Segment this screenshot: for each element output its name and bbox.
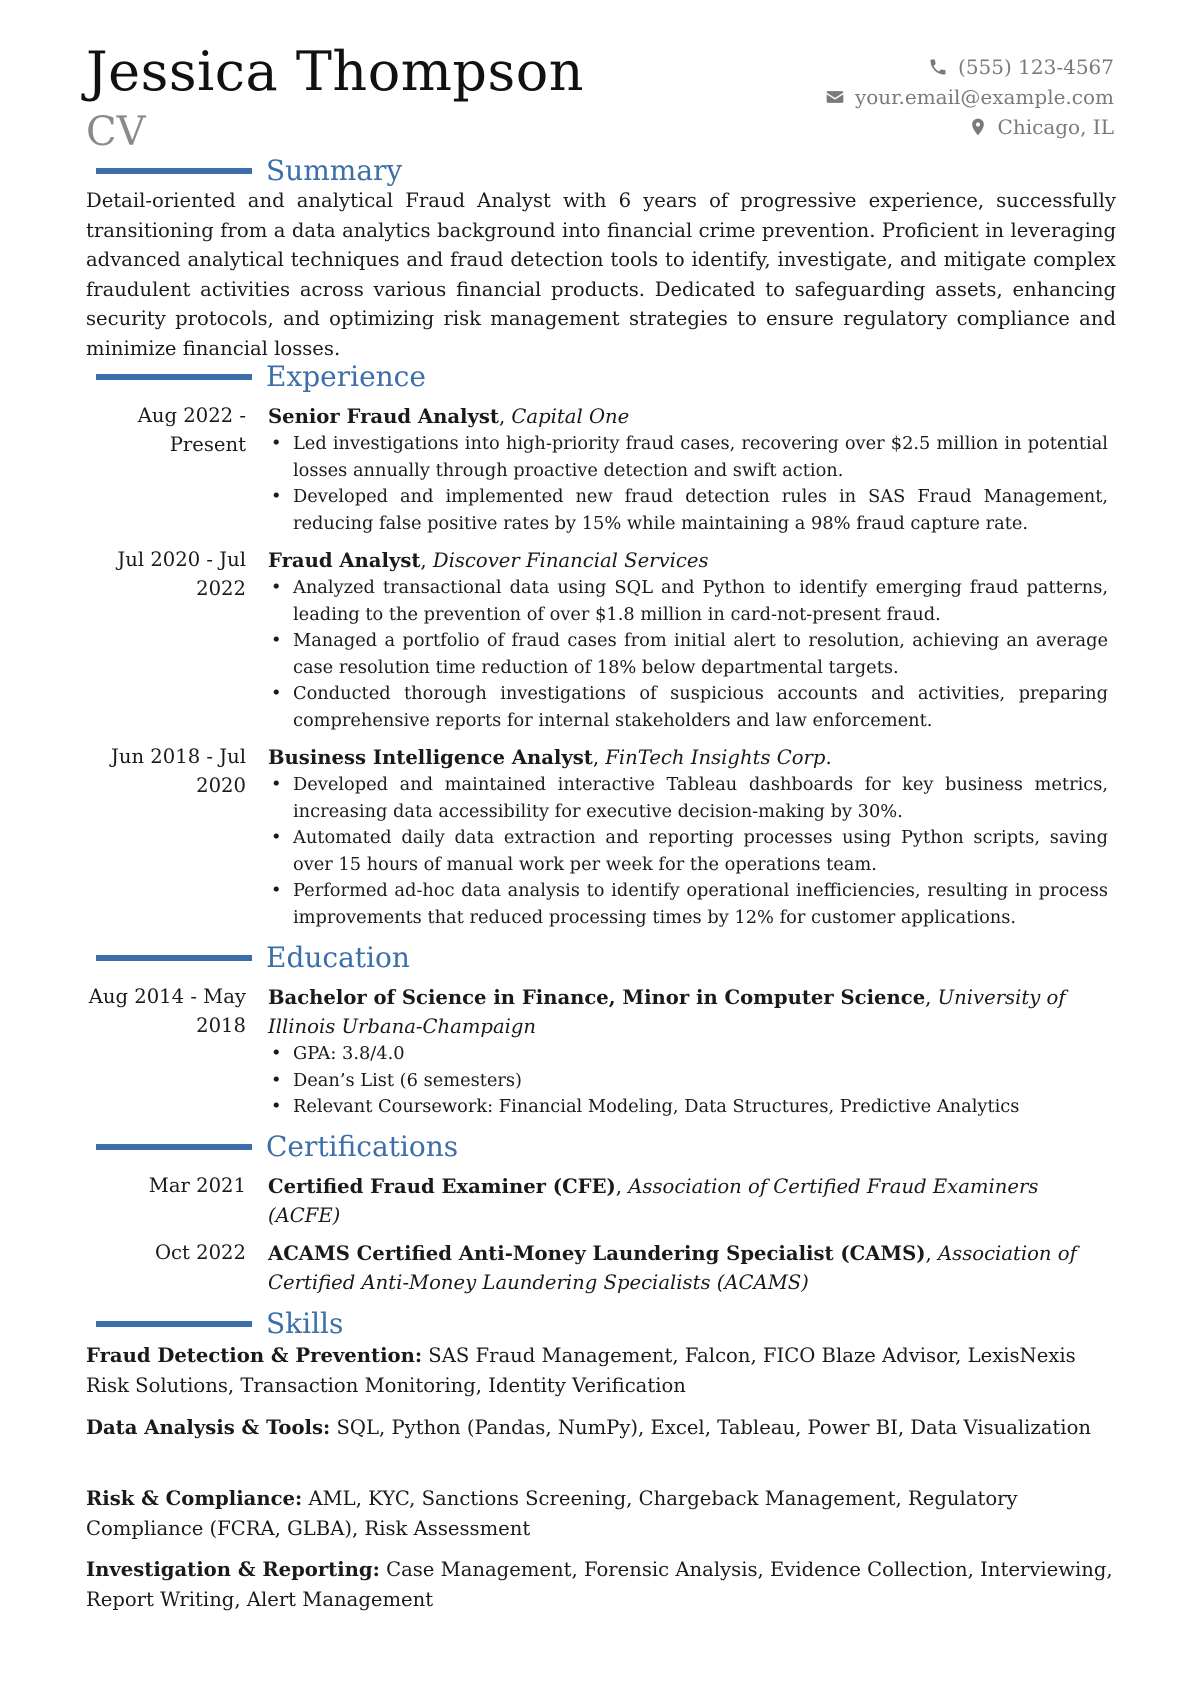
job-title: Business Intelligence Analyst [268,746,593,769]
location-text: Chicago, IL [997,115,1114,139]
skill-values: Case Management, Forensic Analysis, Evidence Collection, Interviewing, Report Writing, Alert Management [86,1558,1113,1611]
institution: University of Illinois Urbana-Champaign [268,986,1066,1038]
section-rule [96,374,252,380]
entry-date: Aug 2014 - May 2018 [88,985,246,1037]
bullet-item: • Relevant Coursework: Financial Modeling, Data Structures, Predictive Analytics [268,1094,1108,1121]
section-rule [96,955,252,961]
bullet-item: • Managed a portfolio of fraud cases from initial alert to resolution, achieving an average case resolution time reduction of 18% below departmental targets. [268,628,1108,681]
bullet-item: • Analyzed transactional data using SQL and Python to identify emerging fraud patterns, leading to the prevention of over $1.8 million in card-not-present fraud. [268,575,1108,628]
contact-phone [825,52,1114,82]
envelope-icon [825,87,845,107]
skill-values: SQL, Python (Pandas, NumPy), Excel, Tableau, Power BI, Data Visualization [336,1416,1091,1439]
employer: Discover Financial Services [432,549,709,572]
certification-name: Certified Fraud Examiner (CFE) [268,1175,616,1198]
bullet-item: • Performed ad-hoc data analysis to identify operational inefficiencies, resulting in process improvements that reduced processing times by 12% for customer applications. [268,878,1108,931]
job-title: Senior Fraud Analyst [268,405,499,428]
skill-category: Fraud Detection & Prevention: [86,1344,423,1367]
bullet-list [268,575,1108,734]
phone-icon [928,57,948,77]
bullet-item: • GPA: 3.8/4.0 [268,1041,1108,1068]
job-title: Fraud Analyst [268,549,421,572]
entry-heading: Senior Fraud Analyst, Capital One [268,405,630,428]
entry-date: Jul 2020 - Jul 2022 [117,548,246,600]
bullet-item: • Conducted thorough investigations of suspicious accounts and activities, preparing comprehensive reports for internal stakeholders and law enforcement. [268,681,1108,734]
employer: Capital One [511,405,630,428]
entry-date: Oct 2022 [154,1241,246,1264]
entry-body [268,546,1108,734]
entry-date: Mar 2021 [148,1174,246,1197]
section-title-education: Education [266,941,410,974]
entry-body [268,743,1108,931]
bullet-item: • Led investigations into high-priority fraud cases, recovering over $2.5 million in potential losses annually through proactive detection and swift action. [268,431,1108,484]
certification-name: ACAMS Certified Anti-Money Laundering Specialist (CAMS) [268,1242,926,1265]
skill-category: Data Analysis & Tools: [86,1416,331,1439]
entry-heading: Bachelor of Science in Finance, Minor in Computer Science, University of Illinois Urbana-Champaign [268,986,1066,1038]
section-title-skills: Skills [266,1307,344,1340]
contact-email[interactable] [825,82,1114,112]
section-rule [96,1144,252,1150]
candidate-name: Jessica Thompson [86,40,584,103]
skill-line [86,1555,1116,1614]
bullet-list [268,772,1108,931]
entry-date: Jun 2018 - Jul 2020 [110,745,246,797]
issuer: Association of Certified Anti-Money Laundering Specialists (ACAMS) [268,1242,1077,1294]
issuer: Association of Certified Fraud Examiners (ACFE) [268,1175,1039,1227]
skill-category: Risk & Compliance: [86,1487,303,1510]
contact-location [825,112,1114,142]
section-title-certifications: Certifications [266,1130,459,1163]
entry-body [268,983,1108,1121]
section-title-summary: Summary [266,154,403,187]
email-text[interactable]: your.email@example.com [854,85,1114,109]
bullet-list [268,431,1108,537]
skill-values: SAS Fraud Management, Falcon, FICO Blaze Advisor, LexisNexis Risk Solutions, Transaction Monitoring, Identity Verification [86,1344,1076,1397]
section-rule [96,1321,252,1327]
bullet-list [268,1041,1108,1121]
entry-body [268,1172,1108,1230]
degree: Bachelor of Science in Finance, Minor in Computer Science [268,986,926,1009]
entry-heading: Fraud Analyst, Discover Financial Services [268,549,709,572]
skill-line [86,1484,1116,1543]
skill-line [86,1341,1116,1400]
entry-heading: ACAMS Certified Anti-Money Laundering Specialist (CAMS), Association of Certified Anti-Money Laundering Specialists (ACAMS) [268,1242,1077,1294]
entry-body [268,402,1108,537]
document-subtitle: CV [86,109,146,155]
skill-category: Investigation & Reporting: [86,1558,380,1581]
phone-text: (555) 123-4567 [958,55,1114,79]
entry-heading: Certified Fraud Examiner (CFE), Association of Certified Fraud Examiners (ACFE) [268,1175,1039,1227]
contact-block [825,52,1114,142]
bullet-item: • Developed and maintained interactive Tableau dashboards for key business metrics, increasing data accessibility for executive decision-making by 30%. [268,772,1108,825]
section-title-experience: Experience [266,360,426,393]
map-pin-icon [968,117,988,137]
section-rule [96,168,252,174]
bullet-item: • Automated daily data extraction and reporting processes using Python scripts, saving over 15 hours of manual work per week for the operations team. [268,825,1108,878]
skill-line [86,1413,1116,1443]
bullet-item: • Developed and implemented new fraud detection rules in SAS Fraud Management, reducing false positive rates by 15% while maintaining a 98% fraud capture rate. [268,484,1108,537]
skill-values: AML, KYC, Sanctions Screening, Chargeback Management, Regulatory Compliance (FCRA, GLBA), Risk Assessment [86,1487,1018,1540]
entry-heading: Business Intelligence Analyst, FinTech Insights Corp. [268,746,832,769]
entry-date: Aug 2022 - Present [137,404,246,456]
employer: FinTech Insights Corp. [605,746,832,769]
summary-text: Detail-oriented and analytical Fraud Analyst with 6 years of progressive experience, successfully transitioning from a data analytics background into financial crime prevention. Proficient in leveraging advanced analytical techniques and fraud detection tools to identify, investigate, and mitigate complex fraudulent activities across various financial products. Dedicated to safeguarding assets, enhancing security protocols, and optimizing risk management strategies to ensure regulatory compliance and minimize financial losses. [86,189,1116,360]
entry-body [268,1239,1108,1297]
bullet-item: • Dean’s List (6 semesters) [268,1068,1108,1095]
